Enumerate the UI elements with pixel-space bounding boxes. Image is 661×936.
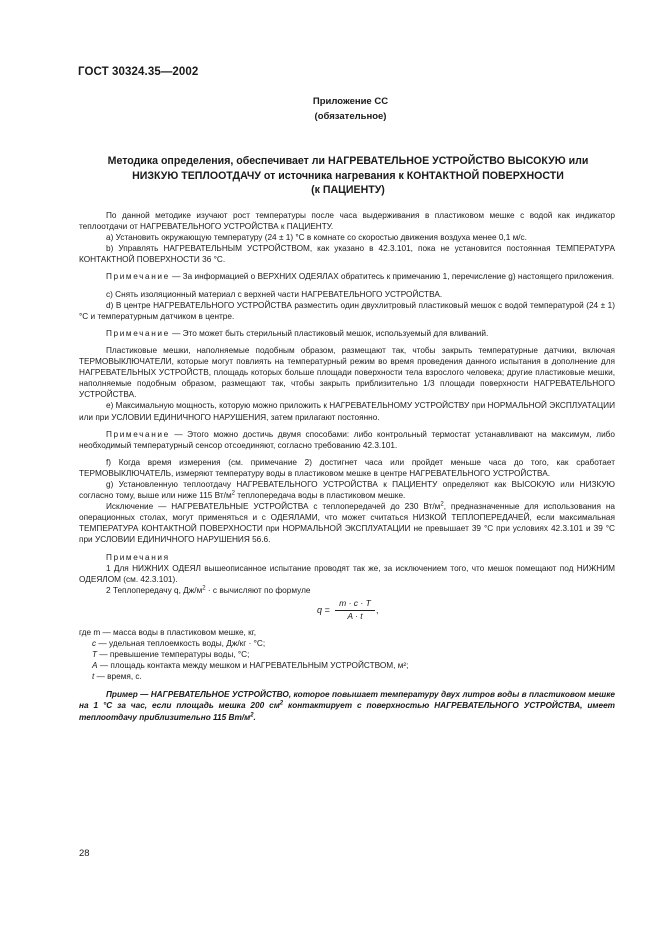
legend-text: — площадь контакта между мешком и НАГРЕВАТЕЛЬНЫМ УСТРОЙСТВОМ, м²; [99,661,409,671]
example-paragraph [79,689,615,722]
formula-lhs: q = [317,604,330,615]
note-label: Примечание [106,328,170,338]
title-line-3: (к ПАЦИЕНТУ) [311,184,385,196]
note-item-1: 1 Для НИЖНИХ ОДЕЯЛ вышеописанное испытание проводят так же, за исключением того, что мешок помещают под НИЖНИМ ОДЕЯЛОМ (см. 42.3.101). [79,563,615,584]
title-line-1: Методика определения, обеспечивает ли НАГРЕВАТЕЛЬНОЕ УСТРОЙСТВО ВЫСОКУЮ или [107,155,589,167]
step-d: d) В центре НАГРЕВАТЕЛЬНОГО УСТРОЙСТВА разместить один двухлитровый пластиковый мешок с водой температурой (24 ± 1) °С и температурным датчиком в центре. [79,300,615,321]
superscript: 2 [231,490,235,497]
note-text: — Этого можно достичь двумя способами: либо контрольный термостат устанавливают на максимум, либо необходимый температурный сенсор отсоединяют, согласно требованию 42.3.101. [79,429,615,450]
exception-paragraph [79,501,615,545]
legend-item [79,627,615,638]
bags-paragraph [79,345,615,400]
note-text: — За информацией о ВЕРХНИХ ОДЕЯЛАХ обратитесь к примечанию 1, перечисление g) настоящего приложения. [172,272,614,282]
note-2 [79,328,615,339]
legend-symbol: где m [79,627,101,637]
step-e: e) Максимальную мощность, которую можно приложить к НАГРЕВАТЕЛЬНОМУ УСТРОЙСТВУ при НОРМАЛЬНОЙ ЭКСПЛУАТАЦИИ или при УСЛОВИИ ЕДИНИЧНОГО НАРУШЕНИЯ, затем прилагают постоянно. [79,401,615,422]
legend-symbol: t [92,672,95,682]
step-g-text-a: g) Установленную теплоотдачу НАГРЕВАТЕЛЬНОГО УСТРОЙСТВА к ПАЦИЕНТУ определяют как ВЫСОКУЮ или НИЗКУЮ согласно тому, выше или ниже 115 Вт/м [79,479,615,501]
example-text-b: контактирует с поверхностью НАГРЕВАТЕЛЬНОГО УСТРОЙСТВА, имеет теплоотдачу приблизительно 115 Вт/м [79,701,615,722]
note-label: Примечание [106,272,170,282]
note-3 [79,429,615,451]
intro-paragraph: По данной методике изучают рост температуры после часа выдерживания в пластиковом мешке с водой как индикатор теплоотдачи от НАГРЕВАТЕЛЬНОГО УСТРОЙСТВА к ПАЦИЕНТУ. [79,211,615,232]
note-item-2-text-a: 2 Теплопередачу q, Дж/м [106,585,203,595]
step-c: c) Снять изоляционный материал с верхней части НАГРЕВАТЕЛЬНОГО УСТРОЙСТВА. [106,289,443,299]
formula-denominator: A · t [347,610,363,621]
note-label: Примечание [106,429,170,439]
title-line-2: НИЗКУЮ ТЕПЛООТДАЧУ от источника нагревания к КОНТАКТНОЙ ПОВЕРХНОСТИ [132,169,564,182]
superscript: 2 [279,700,284,707]
legend-item [79,660,615,671]
legend-text: — удельная теплоемкость воды, Дж/кг · °С; [98,639,266,648]
formula-numerator: m · c · T [339,597,371,608]
legend-text: — превышение температуры воды, °С; [99,650,250,660]
step-f: f) Когда время измерения (см. примечание 2) достигнет часа или пройдет меньше часа до того, как сработает ТЕРМОВЫКЛЮЧАТЕЛЬ, измеряют температуру воды в пластиковом мешке в центре НАГРЕВАТЕЛЬНОГО УСТРОЙСТВА. [79,457,615,478]
heat-transfer-formula [79,598,615,624]
notes-label: Примечания [106,552,170,562]
step-a: a) Установить окружающую температуру (24 ± 1) °С в комнате со скоростью движения воздуха менее 0,1 м/с. [106,233,527,243]
example-text-a: Пример — НАГРЕВАТЕЛЬНОЕ УСТРОЙСТВО, которое повышает температуру двух литров воды в пластиковом мешке на 1 °С за час, если площадь мешка 200 см [79,690,615,711]
appendix-status: (обязательное) [314,111,387,122]
formula-legend [79,627,615,682]
exception-text-b: , предназначенные для использования на операционных столах, могут применяться и с ОДЕЯЛАМИ, что может считаться НИЗКОЙ ТЕПЛОПЕРЕДАЧЕЙ, если максимальная ТЕМПЕРАТУРА КОНТАКТНОЙ ПОВЕРХНОСТИ при НОРМАЛЬНОЙ ЭКСПЛУАТАЦИИ не превышает 39 °С при условиях 42.3.101 и 39 °С при УСЛОВИИ ЕДИНИЧНОГО НАРУШЕНИЯ 56.6. [79,502,615,545]
step-g-text-b: теплопередача воды в пластиковом мешке. [234,491,406,501]
note-item-2 [79,585,615,596]
legend-text: — время, с. [96,672,142,682]
step-g [79,479,615,501]
note-text: — Это может быть стерильный пластиковый мешок, используемый для вливаний. [172,328,489,338]
formula-tail: , [376,604,379,615]
section-title [84,154,612,198]
step-b: b) Управлять НАГРЕВАТЕЛЬНЫМ УСТРОЙСТВОМ, как указано в 42.3.101, пока не установится постоянная ТЕМПЕРАТУРА КОНТАКТНОЙ ПОВЕРХНОСТИ 36 °С. [79,244,615,265]
page-number: 28 [79,848,90,859]
standard-header: ГОСТ 30324.35—2002 [78,66,199,78]
exception-text-a: Исключение — НАГРЕВАТЕЛЬНЫЕ УСТРОЙСТВА с теплопередачей до 230 Вт/м [106,502,441,512]
note-1 [79,271,615,282]
superscript: 2 [250,711,254,718]
superscript: 2 [202,585,206,592]
legend-symbol: c [92,639,97,648]
document-body [79,210,615,723]
legend-item [79,649,615,660]
legend-item [79,671,615,682]
fraction: 1/3 [423,379,435,389]
appendix-title: Приложение СС [312,96,389,107]
legend-item [79,638,615,649]
example-text-c: . [253,712,256,722]
legend-text: — масса воды в пластиковом мешке, кг, [102,627,257,637]
superscript: 2 [440,501,444,508]
legend-symbol: A [92,661,98,671]
bags-text-a: Пластиковые мешки, наполняемые подобным образом, размещают так, чтобы закрыть температурные датчики, включая ТЕРМОВЫКЛЮЧАТЕЛИ, которые могут повлиять на температурный режим во время проведения данного испытания в дополнение для НАГРЕВАТЕЛЬНЫХ УСТРОЙСТВ, площадь которых больше площади поверхности тела взрослого человека; другие пластиковые мешки, наполняемые подобным образом, размещают так, чтобы закрыть приблизительно [79,345,615,389]
note-item-2-text-b: · с вычисляют по формуле [205,585,311,595]
notes-heading [79,552,615,563]
bags-text-b: площади поверхности НАГРЕВАТЕЛЬНОГО УСТРОЙСТВА. [79,379,615,400]
legend-symbol: T [92,650,98,660]
appendix-heading [0,94,661,124]
